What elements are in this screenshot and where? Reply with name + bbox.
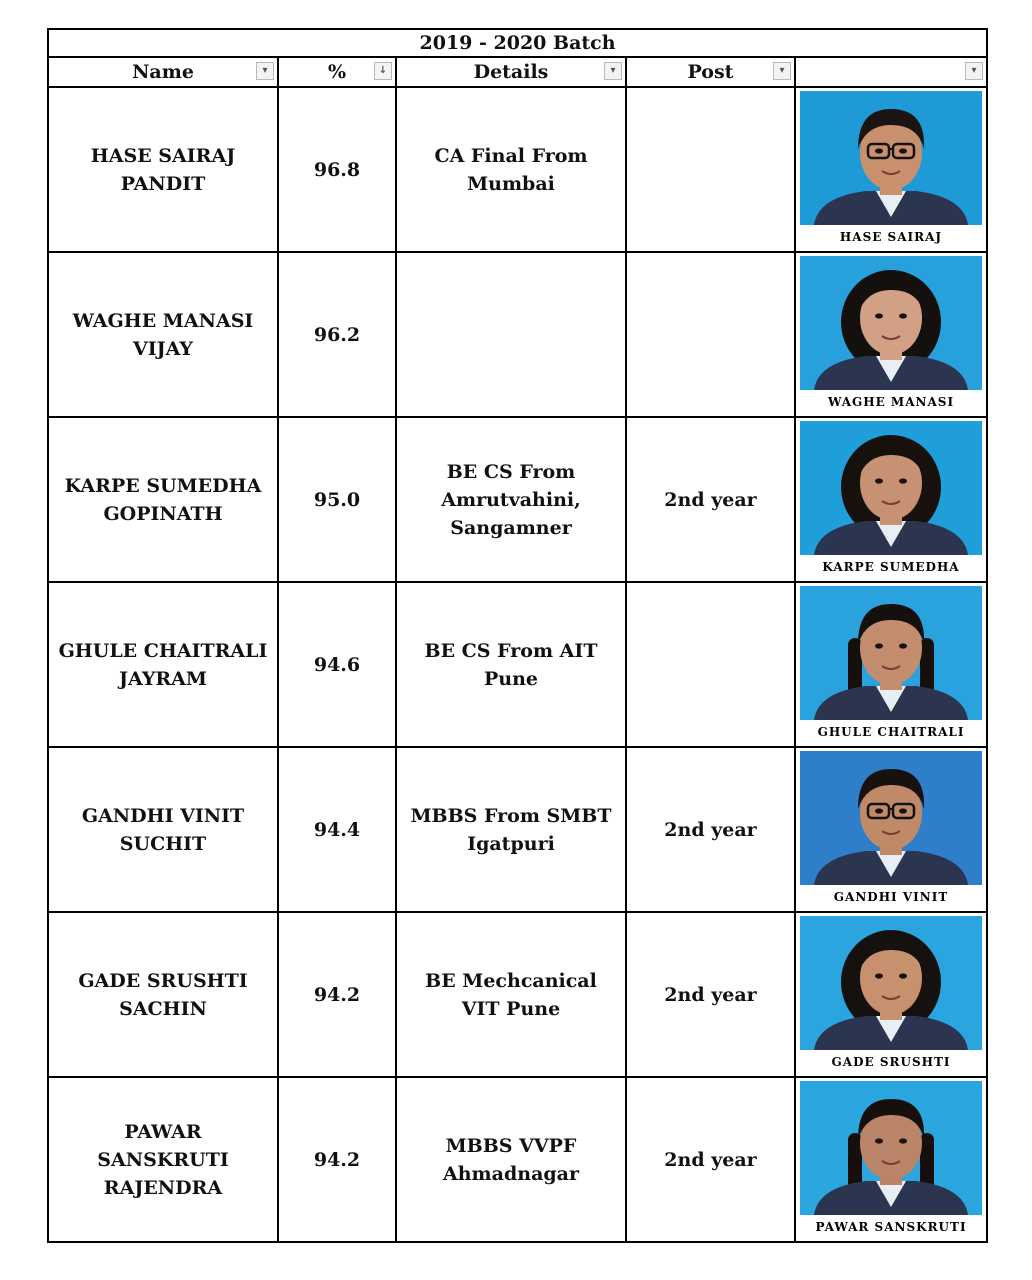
portrait-image — [800, 421, 982, 555]
student-name-cell — [48, 417, 278, 582]
student-details: CA Final From Mumbai — [434, 144, 588, 195]
photo-caption: PAWAR SANSKRUTI — [815, 1219, 967, 1234]
filter-dropdown-icon[interactable]: ▾ — [256, 62, 274, 80]
portrait-image — [800, 586, 982, 720]
student-percent-cell — [278, 582, 396, 747]
student-photo-cell — [795, 252, 987, 417]
student-name: PAWAR SANSKRUTI RAJENDRA — [97, 1120, 229, 1199]
student-details: BE Mechcanical VIT Pune — [425, 969, 597, 1020]
student-percent-cell — [278, 747, 396, 912]
student-photo-cell — [795, 912, 987, 1077]
student-details-cell — [396, 1077, 626, 1242]
student-details-cell — [396, 747, 626, 912]
header-post — [626, 57, 795, 87]
portrait-image — [800, 1081, 982, 1215]
student-post-cell — [626, 417, 795, 582]
student-post-cell — [626, 747, 795, 912]
student-details-cell — [396, 87, 626, 252]
student-post: 2nd year — [664, 983, 757, 1006]
portrait-image — [800, 91, 982, 225]
student-percent-cell — [278, 417, 396, 582]
student-name: WAGHE MANASI VIJAY — [72, 309, 254, 360]
table-row — [48, 912, 987, 1077]
student-photo — [800, 421, 982, 579]
student-post-cell — [626, 912, 795, 1077]
student-post: 2nd year — [664, 1148, 757, 1171]
student-photo — [800, 916, 982, 1074]
header-details-label: Details — [473, 61, 549, 83]
table-row — [48, 1077, 987, 1242]
portrait-image — [800, 751, 982, 885]
student-name: GHULE CHAITRALI JAYRAM — [58, 639, 268, 690]
student-details-cell — [396, 582, 626, 747]
table-row — [48, 582, 987, 747]
header-percent — [278, 57, 396, 87]
student-name-cell — [48, 1077, 278, 1242]
student-details-cell — [396, 417, 626, 582]
filter-dropdown-icon[interactable]: ▾ — [604, 62, 622, 80]
batch-title: 2019 - 2020 Batch — [48, 29, 987, 57]
header-post-label: Post — [687, 61, 734, 83]
student-photo — [800, 751, 982, 909]
table-row — [48, 252, 987, 417]
student-percent: 94.2 — [313, 983, 361, 1006]
student-percent: 95.0 — [313, 488, 361, 511]
student-photo — [800, 1081, 982, 1239]
student-post-cell — [626, 1077, 795, 1242]
student-name-cell — [48, 912, 278, 1077]
student-percent-cell — [278, 1077, 396, 1242]
student-percent-cell — [278, 87, 396, 252]
student-photo-cell — [795, 417, 987, 582]
table-row — [48, 417, 987, 582]
table-row — [48, 747, 987, 912]
student-name: GANDHI VINIT SUCHIT — [81, 804, 245, 855]
student-percent: 94.6 — [313, 653, 361, 676]
portrait-image — [800, 256, 982, 390]
student-name-cell — [48, 582, 278, 747]
student-name: GADE SRUSHTI SACHIN — [78, 969, 248, 1020]
student-post-cell — [626, 252, 795, 417]
header-name-label: Name — [132, 61, 194, 83]
student-name-cell — [48, 252, 278, 417]
photo-caption: GHULE CHAITRALI — [817, 724, 965, 739]
student-details: MBBS From SMBT Igatpuri — [410, 804, 612, 855]
student-percent: 94.4 — [313, 818, 361, 841]
student-photo-cell — [795, 87, 987, 252]
filter-dropdown-icon[interactable]: ▾ — [965, 62, 983, 80]
student-name: HASE SAIRAJ PANDIT — [90, 144, 236, 195]
filter-dropdown-icon[interactable]: ▾ — [773, 62, 791, 80]
student-name-cell — [48, 747, 278, 912]
photo-caption: WAGHE MANASI — [827, 394, 955, 409]
student-percent: 96.2 — [313, 323, 361, 346]
header-row — [48, 57, 987, 87]
student-details-cell — [396, 912, 626, 1077]
student-photo-cell — [795, 582, 987, 747]
student-percent: 96.8 — [313, 158, 361, 181]
student-percent-cell — [278, 252, 396, 417]
student-details: BE CS From Amrutvahini, Sangamner — [441, 460, 581, 539]
student-post: 2nd year — [664, 818, 757, 841]
header-percent-label: % — [327, 61, 347, 83]
student-post-cell — [626, 582, 795, 747]
photo-caption: GADE SRUSHTI — [831, 1054, 951, 1069]
student-photo-cell — [795, 747, 987, 912]
header-photo — [795, 57, 987, 87]
student-percent-cell — [278, 912, 396, 1077]
student-details: BE CS From AIT Pune — [424, 639, 598, 690]
student-photo — [800, 586, 982, 744]
photo-caption: KARPE SUMEDHA — [822, 559, 960, 574]
student-photo-cell — [795, 1077, 987, 1242]
student-photo — [800, 91, 982, 249]
header-name — [48, 57, 278, 87]
student-photo — [800, 256, 982, 414]
student-name: KARPE SUMEDHA GOPINATH — [64, 474, 262, 525]
student-post-cell — [626, 87, 795, 252]
header-details — [396, 57, 626, 87]
table-row — [48, 87, 987, 252]
photo-caption: GANDHI VINIT — [833, 889, 949, 904]
student-post: 2nd year — [664, 488, 757, 511]
portrait-image — [800, 916, 982, 1050]
student-details-cell — [396, 252, 626, 417]
sort-descending-icon[interactable]: ↓ — [374, 62, 392, 80]
student-details: MBBS VVPF Ahmadnagar — [443, 1134, 579, 1185]
student-percent: 94.2 — [313, 1148, 361, 1171]
photo-caption: HASE SAIRAJ — [839, 229, 943, 244]
student-name-cell — [48, 87, 278, 252]
results-table — [47, 28, 988, 1243]
